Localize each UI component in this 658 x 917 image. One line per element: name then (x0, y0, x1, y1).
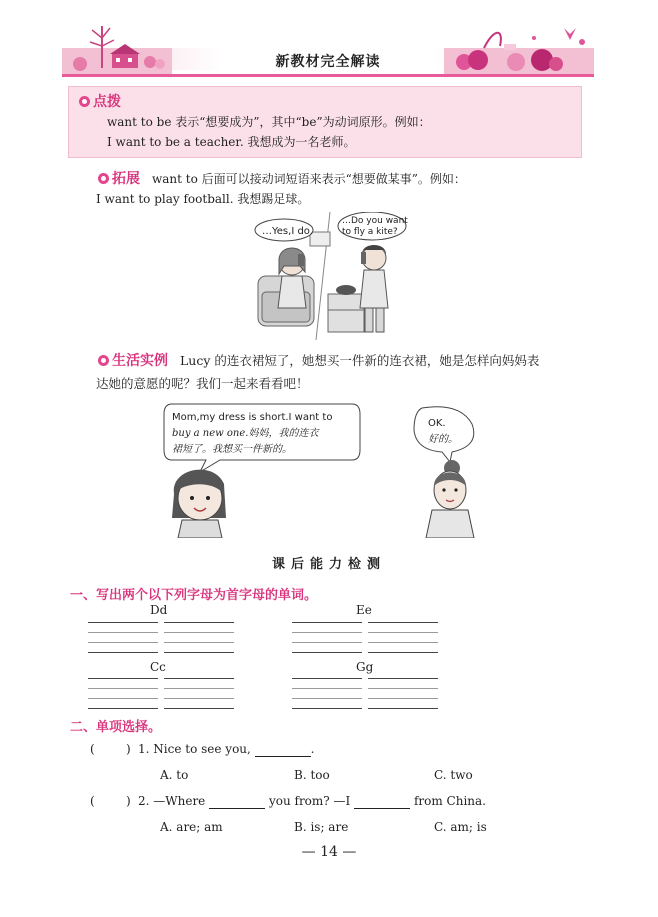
answer-line[interactable] (164, 622, 234, 623)
tip-box (68, 86, 582, 158)
answer-line[interactable] (368, 622, 438, 623)
guide-line (368, 642, 438, 643)
life-example-label: 生活实例 (112, 353, 168, 369)
guide-line (292, 632, 362, 633)
mc-item-2-stem-b: you from? —I (268, 794, 351, 808)
mc-item-2-option-a[interactable]: A. are; am (160, 820, 223, 834)
answer-paren-close: ) (126, 742, 131, 756)
answer-line[interactable] (292, 678, 362, 679)
answer-line[interactable] (88, 678, 158, 679)
page-header (62, 18, 594, 78)
mc-item-2-blank-2[interactable] (354, 794, 410, 809)
answer-line[interactable] (368, 652, 438, 653)
mc-item-2-stem-c: from China. (413, 794, 486, 808)
guide-line (368, 632, 438, 633)
life-example-line-1: Lucy 的连衣裙短了，她想买一件新的连衣裙，她是怎样向妈妈表 (180, 353, 540, 368)
answer-line[interactable] (88, 708, 158, 709)
tip-line-1: want to be 表示“想要成为”，其中“be”为动词原形。例如： (107, 115, 431, 129)
tip-title-row (79, 91, 121, 111)
guide-line (88, 632, 158, 633)
extension-row (98, 168, 466, 188)
extension-example: I want to play football. 我想踢足球。 (96, 192, 310, 206)
guide-line (164, 632, 234, 633)
answer-line[interactable] (164, 678, 234, 679)
mc-item-1-stem-b: . (310, 742, 315, 756)
q1-heading: 一、写出两个以下列字母为首字母的单词。 (70, 588, 318, 603)
letter-gg: Gg (356, 660, 374, 674)
tip-line-2: I want to be a teacher. 我想成为一名老师。 (107, 135, 356, 149)
mc-item-2-option-c[interactable]: C. am; is (434, 820, 487, 834)
mc-item-1-option-c[interactable]: C. two (434, 768, 473, 782)
answer-line[interactable] (368, 678, 438, 679)
life-example-line-2: 达她的意愿的呢？我们一起来看看吧！ (96, 376, 309, 391)
guide-line (292, 688, 362, 689)
guide-line (368, 688, 438, 689)
phone-call-illustration (254, 212, 410, 340)
answer-paren-close: ) (126, 794, 131, 808)
extension-label: 拓展 (112, 171, 140, 187)
guide-line (88, 642, 158, 643)
girl-bubble-line-2: buy a new one.妈妈，我的连衣 (172, 428, 319, 439)
guide-line (88, 688, 158, 689)
tip-label: 点拨 (93, 94, 121, 110)
answer-line[interactable] (292, 652, 362, 653)
guide-line (164, 688, 234, 689)
answer-line[interactable] (164, 652, 234, 653)
bullet-icon (98, 173, 109, 184)
mc-item-2-blank-1[interactable] (209, 794, 265, 809)
bubble-right-text-1: …Do you want (342, 216, 408, 226)
answer-line[interactable] (88, 652, 158, 653)
bubble-left-text: …Yes,I do. (262, 226, 313, 237)
letter-dd: Dd (150, 603, 168, 617)
page-number: — 14 — (301, 844, 357, 860)
answer-line[interactable] (292, 708, 362, 709)
mom-bubble-line-2: 好的。 (428, 434, 458, 445)
letter-cc: Cc (150, 660, 166, 674)
letter-ee: Ee (356, 603, 372, 617)
guide-line (292, 698, 362, 699)
mc-item-1-blank[interactable] (255, 742, 311, 757)
mc-item-2-stem-a: —Where (153, 794, 206, 808)
mc-item-2-number: 2. (138, 794, 150, 808)
guide-line (164, 698, 234, 699)
guide-line (292, 642, 362, 643)
bubble-right-text-2: to fly a kite? (342, 227, 398, 237)
q2-heading: 二、单项选择。 (70, 720, 162, 735)
answer-line[interactable] (164, 708, 234, 709)
header-title: 新教材完全解读 (275, 54, 381, 70)
girl-bubble-line-3: 裙短了。我想买一件新的。 (172, 444, 292, 455)
mc-item-2-stem (138, 794, 486, 809)
mc-item-1-option-b[interactable]: B. too (294, 768, 330, 782)
mc-item-2-option-b[interactable]: B. is; are (294, 820, 349, 834)
answer-line[interactable] (292, 622, 362, 623)
life-example-row (98, 350, 539, 370)
answer-line[interactable] (88, 622, 158, 623)
mc-item-1-number: 1. (138, 742, 150, 756)
mc-item-1-option-a[interactable]: A. to (160, 768, 189, 782)
dress-conversation-illustration (160, 398, 500, 538)
mc-item-1-stem (138, 742, 315, 757)
guide-line (164, 642, 234, 643)
bullet-icon (79, 96, 90, 107)
girl-bubble-line-1: Mom,my dress is short.I want to (172, 412, 333, 423)
mom-bubble-line-1: OK. (428, 418, 446, 429)
bullet-icon (98, 355, 109, 366)
extension-text: want to 后面可以接动词短语来表示“想要做某事”。例如： (152, 171, 466, 186)
section-title: 课后能力检测 (271, 557, 386, 572)
answer-line[interactable] (368, 708, 438, 709)
guide-line (368, 698, 438, 699)
mc-item-1-stem-a: Nice to see you, (153, 742, 251, 756)
answer-paren-open: ( (90, 794, 95, 808)
header-line (62, 74, 594, 77)
guide-line (88, 698, 158, 699)
answer-paren-open: ( (90, 742, 95, 756)
